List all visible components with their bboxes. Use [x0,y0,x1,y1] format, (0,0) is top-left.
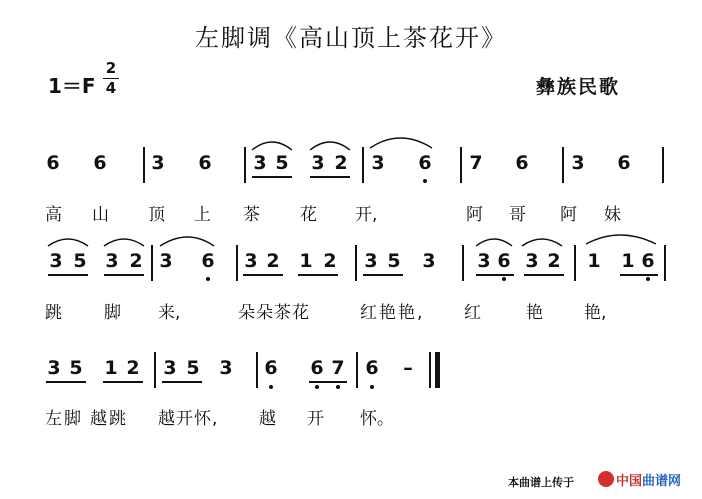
note: 6 [201,250,215,272]
eighth-beam [298,274,338,276]
eighth-beam [46,381,86,383]
lyric: 阿 [466,205,483,225]
low-octave-dot [502,277,506,281]
note: 3 [49,250,63,272]
note: 6 [198,152,212,174]
note: 3 [163,357,177,379]
note: 3 [219,357,233,379]
time-signature-top: 2 [105,59,117,77]
note: 1 [299,250,313,272]
lyric: 顶 [148,205,165,225]
note: 6 [365,357,379,379]
key-signature: 1＝F [48,74,96,98]
note: 3 [477,250,491,272]
barline [151,245,153,281]
note: 2 [323,250,337,272]
slur [104,239,144,246]
eighth-beam [48,274,88,276]
lyric: 开, [355,205,378,225]
site-logo-text[interactable] [616,470,681,489]
lyric: 花 [300,205,317,225]
eighth-beam [162,381,202,383]
low-octave-dot [206,277,210,281]
slur [160,237,214,246]
lyric: 茶 [243,205,260,225]
note: 5 [387,250,401,272]
note: 2 [129,250,143,272]
slur [48,239,88,246]
note: 3 [105,250,119,272]
eighth-beam [476,274,514,276]
note: 7 [469,152,483,174]
note: 3 [371,152,385,174]
lyric: 红 [464,303,481,323]
barline [355,245,357,281]
note: 5 [69,357,83,379]
low-octave-dot [269,385,273,389]
note: 5 [73,250,87,272]
footer-upload-text: 本曲谱上传于 [508,476,574,489]
note: 6 [515,152,529,174]
note: 3 [525,250,539,272]
lyric: 左脚 [45,409,83,429]
note: 3 [422,250,436,272]
note: 3 [159,250,173,272]
note: 2 [547,250,561,272]
note: 1 [587,250,601,272]
lyric: 越开怀, [158,409,219,429]
note: 6 [497,250,511,272]
slur [252,142,292,150]
lyric: 越 [259,409,276,429]
barline [256,352,258,388]
barline [356,352,358,388]
lyric: 艳, [584,303,607,323]
barline [664,245,666,281]
lyric: 开 [307,409,324,429]
eighth-beam [104,274,144,276]
lyric: 怀。 [360,409,394,429]
eighth-beam [103,381,143,383]
note: 3 [244,250,258,272]
genre-label: 彝族民歌 [536,76,621,98]
lyric: 红艳艳, [360,303,425,323]
slur [310,142,350,150]
eighth-beam [243,274,283,276]
lyric: 高 [45,205,62,225]
note: 6 [418,152,432,174]
note: 5 [275,152,289,174]
time-signature-bottom: 4 [105,79,117,97]
note: 6 [46,152,60,174]
note: 7 [331,357,345,379]
lyric: 越跳 [90,409,128,429]
note: 6 [617,152,631,174]
low-octave-dot [315,385,319,389]
barline [462,245,464,281]
barline [236,245,238,281]
eighth-beam [620,274,658,276]
barline [154,352,156,388]
final-barline-thick [435,352,440,388]
note: 6 [93,152,107,174]
barline [574,245,576,281]
low-octave-dot [370,385,374,389]
note: 1 [104,357,118,379]
note: 3 [364,250,378,272]
low-octave-dot [646,277,650,281]
lyric: 脚 [104,303,121,323]
note: 1 [621,250,635,272]
lyric: 来, [158,303,181,323]
note: 2 [126,357,140,379]
eighth-beam [309,381,347,383]
note: 3 [253,152,267,174]
note: 6 [641,250,655,272]
note: 6 [264,357,278,379]
slur [522,239,562,246]
note: 3 [47,357,61,379]
note: 3 [311,152,325,174]
site-logo-icon [598,471,614,487]
final-barline-thin [429,352,431,388]
lyric: 妹 [604,205,621,225]
eighth-beam [524,274,564,276]
note: 2 [334,152,348,174]
note: – [403,357,413,379]
note: 3 [151,152,165,174]
song-title: 左脚调《高山顶上茶花开》 [195,24,507,52]
site-logo-part-a: 中国 [616,474,643,489]
site-logo-part-b: 曲谱网 [642,474,682,489]
note: 3 [571,152,585,174]
lyric: 跳 [45,303,62,323]
lyric: 朵朵茶花 [238,303,310,323]
lyric: 山 [92,205,109,225]
low-octave-dot [336,385,340,389]
lyric: 阿 [560,205,577,225]
eighth-beam [363,274,403,276]
lyric: 艳 [526,303,543,323]
note: 5 [186,357,200,379]
note: 2 [266,250,280,272]
slur [476,239,512,246]
slur [370,138,432,148]
note: 6 [310,357,324,379]
slur [586,235,656,244]
lyric: 哥 [509,205,526,225]
lyric: 上 [194,205,211,225]
